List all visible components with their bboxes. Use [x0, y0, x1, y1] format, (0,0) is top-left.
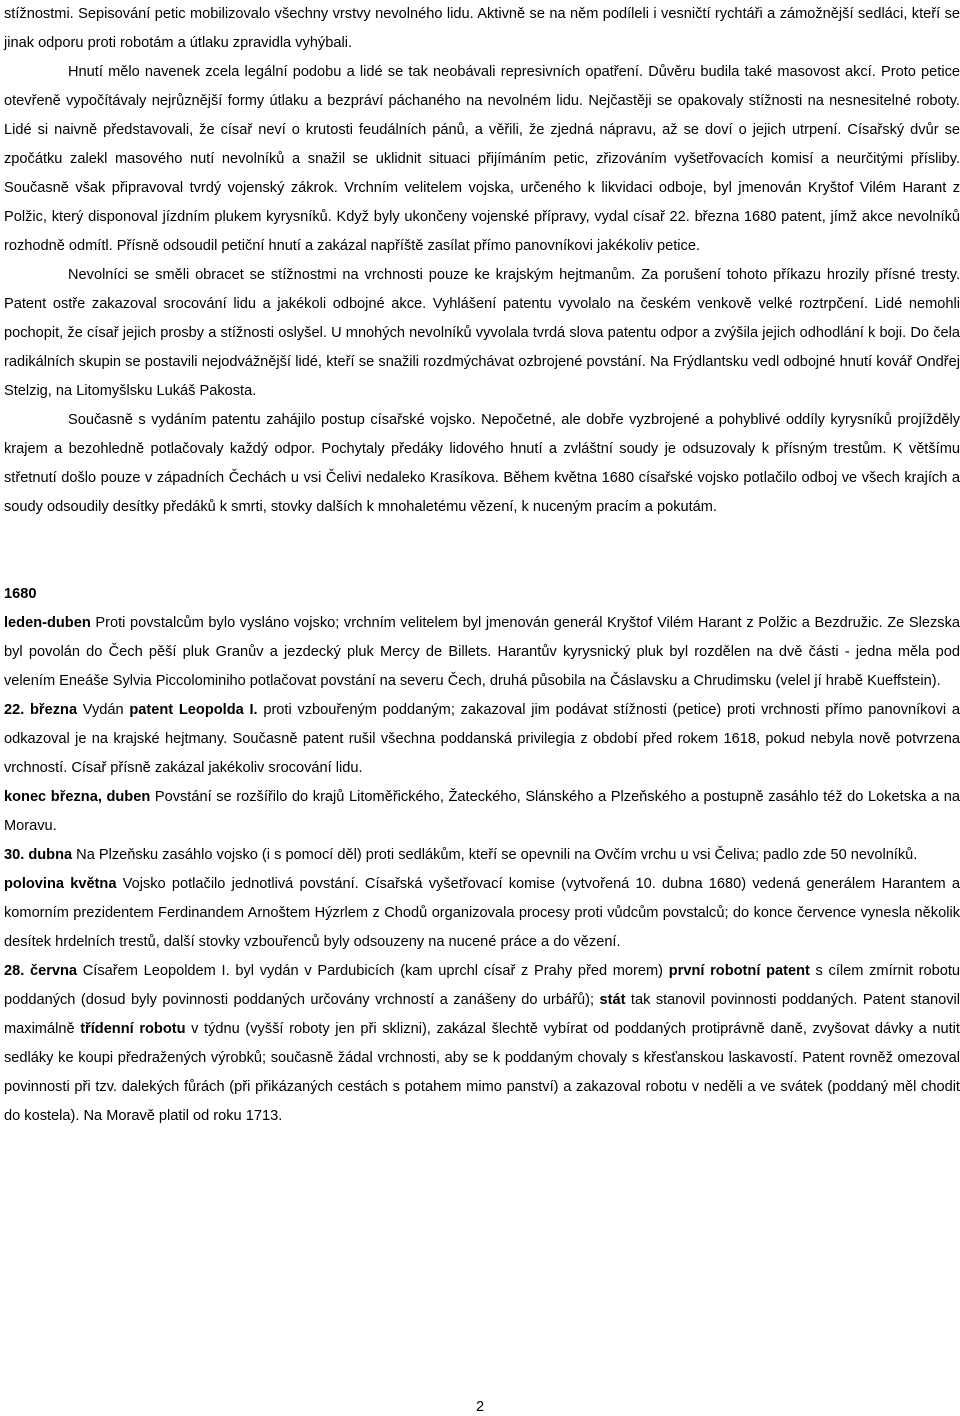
- entry-text: Vojsko potlačilo jednotlivá povstání. Císařská vyšetřovací komise (vytvořená 10. dubna 1680) vedená generálem Harantem a komorním prezidentem Ferdinandem Arnoštem Hýzrlem z Chodů organizovala procesy proti vůdcům povstalců; do konce července vynesla několik desítek hrdelních trestů, další stovky vzbouřenců byly odsouzeny na nucené práce a do vězení.: [4, 876, 960, 950]
- entry-text: Císařem Leopoldem I. byl vydán v Pardubicích (kam uprchl císař z Prahy před morem): [77, 963, 669, 979]
- page-number: 2: [475, 1399, 485, 1415]
- chronology-entry: [4, 870, 960, 957]
- entry-highlight: polovina května: [4, 876, 117, 892]
- entry-text: v týdnu (vyšší roboty jen při sklizni), zakázal šlechtě vybírat od poddaných protiprávně daně, zvyšovat dávky a nutit sedláky ke koupi předražených výrobků; současně žádal vrchnosti, aby se k poddaným chovaly s křesťanskou laskavostí. Patent rovněž omezoval povinnosti při tzv. dalekých fůrách (při přikázaných cestách s potahem mimo panství) a zakazoval robotu v neděli a ve svátek (poddaný měl chodit do kostela). Na Moravě platil od roku 1713.: [4, 1021, 960, 1124]
- chronology-entry: [4, 609, 960, 696]
- entry-highlight: 28. června: [4, 963, 78, 979]
- paragraph-3: Nevolníci se směli obracet se stížnostmi na vrchnosti pouze ke krajským hejtmanům. Za porušení tohoto příkazu hrozily přísné tresty. Patent ostře zakazoval srocování lidu a jakékoli odbojné akce. Vyhlášení patentu vyvolalo na českém venkově velké roztrpčení. Lidé nemohli pochopit, že císař jejich prosby a stížnosti oslyšel. U mnohých nevolníků vyvolala tvrdá slova patentu odpor a zvýšila jejich odhodlání k boji. Do čela radikálních skupin se postavili nejodvážnější lidé, kteří se snažili rozdmýchávat ozbrojené povstání. Na Frýdlantsku vedl odbojné hnutí kovář Ondřej Stelzig, na Litomyšlsku Lukáš Pakosta.: [4, 267, 960, 399]
- entry-highlight: první robotní patent: [668, 963, 810, 979]
- chronology-entries: [4, 609, 960, 1131]
- entry-text: Na Plzeňsku zasáhlo vojsko (i s pomocí děl) proti sedlákům, kteří se opevnili na Ovčím vrchu u vsi Čeliva; padlo zde 50 nevolníků.: [72, 847, 918, 863]
- entry-highlight: 30. dubna: [4, 847, 73, 863]
- entry-highlight: stát: [599, 992, 626, 1008]
- section-spacer: [4, 522, 960, 580]
- document-page: [4, 0, 960, 1131]
- chronology-entry: [4, 696, 960, 783]
- chronology-entry: [4, 783, 960, 841]
- entry-highlight: 22. března: [4, 702, 78, 718]
- chronology-entry: [4, 841, 960, 870]
- entry-text: Proti povstalcům bylo vysláno vojsko; vrchním velitelem byl jmenován generál Kryštof Vilém Harant z Polžic a Bezdružic. Ze Slezska byl povolán do Čech pěší pluk Granův a jezdecký pluk Mercy de Billets. Harantův kyrysnický pluk byl rozdělen na dvě části - jedna měla pod velením Eneáše Sylvia Piccolominiho potlačovat povstání na severu Čech, druhá působila na Čáslavsku a Chrudimsku (velel jí hrabě Kueffstein).: [4, 615, 960, 689]
- paragraph-1: stížnostmi. Sepisování petic mobilizovalo všechny vrstvy nevolného lidu. Aktivně se na něm podíleli i vesničtí rychtáři a zámožnější sedláci, kteří se jinak odporu proti robotám a útlaku zpravidla vyhýbali.: [4, 6, 960, 51]
- entry-highlight: patent Leopolda I.: [129, 702, 258, 718]
- entry-highlight: konec března, duben: [4, 789, 151, 805]
- entry-text: Povstání se rozšířilo do krajů Litoměřického, Žateckého, Slánského a Plzeňského a postupně zasáhlo též do Loketska a na Moravu.: [4, 789, 960, 834]
- paragraph-2: Hnutí mělo navenek zcela legální podobu a lidé se tak neobávali represivních opatření. Důvěru budila také masovost akcí. Proto petice otevřeně vypočítávaly nejrůznější formy útlaku a bezpráví páchaného na nevolném lidu. Nejčastěji se opakovaly stížnosti na nesnesitelné roboty. Lidé si naivně představovali, že císař neví o krutosti feudálních pánů, a věřili, že zjedná nápravu, až se doví o jejich utrpení. Císařský dvůr se zpočátku zalekl masového nutí nevolníků a snažil se uklidnit situaci přijímáním petic, zřizováním vyšetřovacích komisí a neurčitými přísliby. Současně však připravoval tvrdý vojenský zákrok. Vrchním velitelem vojska, určeného k likvidaci odboje, byl jmenován Kryštof Vilém Harant z Polžic, který disponoval jízdním plukem kyrysníků. Když byly ukončeny vojenské přípravy, vydal císař 22. března 1680 patent, jímž akce nevolníků rozhodně odmítl. Přísně odsoudil petiční hnutí a zakázal napříště zasílat přímo panovníkovi jakékoliv petice.: [4, 64, 960, 254]
- entry-highlight: leden-duben: [4, 615, 91, 631]
- entry-text: Vydán: [77, 702, 130, 718]
- entry-highlight: třídenní robotu: [80, 1021, 186, 1037]
- chronology-entry: [4, 957, 960, 1131]
- entry-text: proti vzbouřeným poddaným; zakazoval jim podávat stížnosti (petice) proti vrchnosti přímo panovníkovi a odkazoval je na krajské hejtmany. Současně patent rušil všechna poddanská privilegia z období před rokem 1618, pokud nebyla nově potvrzena vrchností. Císař přísně zakázal jakékoliv srocování lidu.: [4, 702, 960, 776]
- paragraph-4: Současně s vydáním patentu zahájilo postup císařské vojsko. Nepočetné, ale dobře vyzbrojené a pohyblivé oddíly kyrysníků projížděly krajem a bezohledně potlačovaly každý odpor. Pochytaly předáky lidového hnutí a zvláštní soudy je odsuzovaly k přísným trestům. K většímu střetnutí došlo pouze v západních Čechách u vsi Čelivi nedaleko Krasíkova. Během května 1680 císařské vojsko potlačilo odboj ve všech krajích a soudy odsoudily desítky předáků k smrti, stovky dalších k mnohaletému vězení, k nuceným pracím a pokutám.: [4, 412, 960, 515]
- entry-text: s cílem zmírnit robotu poddaných (dosud byly povinnosti poddaných určovány vrchností a zanášeny do urbářů);: [4, 963, 960, 1008]
- entry-text: tak stanovil povinnosti poddaných. Patent stanovil maximálně: [4, 992, 960, 1037]
- chronology-year: 1680: [4, 586, 37, 602]
